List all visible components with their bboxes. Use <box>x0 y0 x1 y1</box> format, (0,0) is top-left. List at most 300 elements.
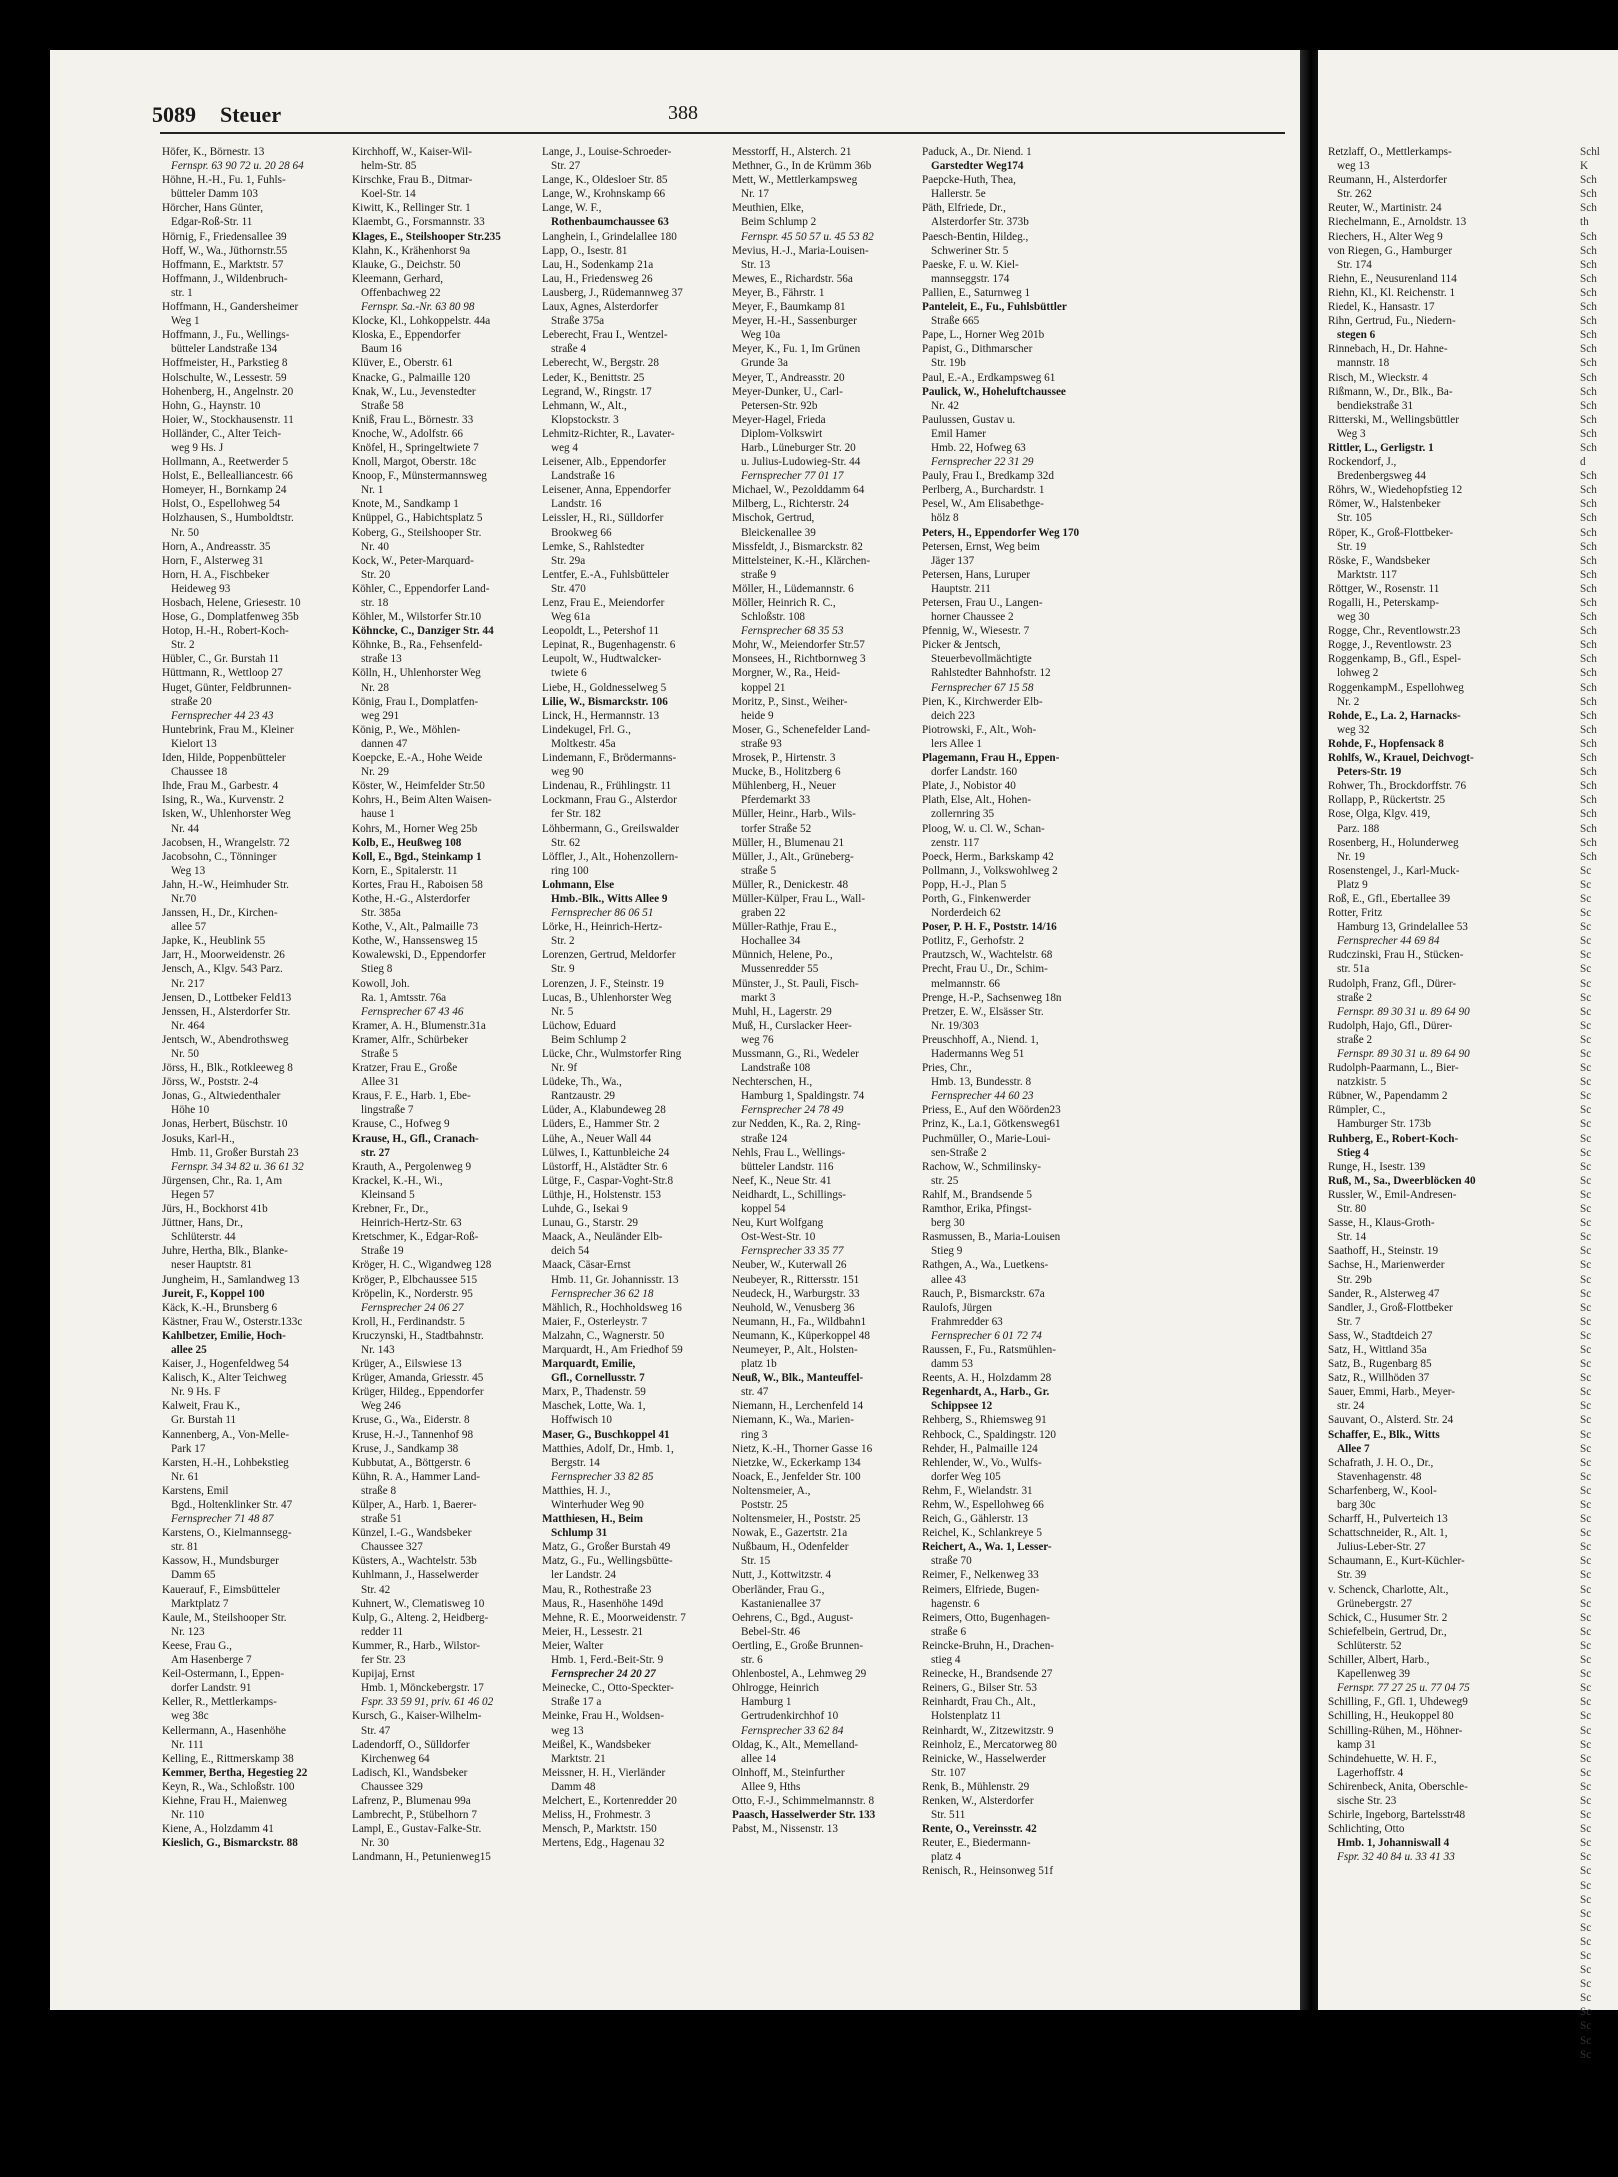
cut-entry: Schl <box>1580 146 1600 158</box>
directory-entry: Nietz, K.-H., Thorner Gasse 16 <box>732 1442 873 1455</box>
directory-entry: Rockendorf, J., <box>1328 456 1397 469</box>
directory-entry: Jungheim, H., Samlandweg 13 <box>162 1273 300 1286</box>
directory-entry: Meyer, F., Baumkamp 81 <box>732 301 846 314</box>
cut-entry: Sc <box>1580 1696 1592 1709</box>
directory-entry: Fernspr. 89 30 31 u. 89 64 90 <box>1337 1048 1470 1060</box>
directory-entry: Lentfer, E.-A., Fuhlsbütteler <box>542 568 669 581</box>
directory-entry: Nr. 1 <box>361 484 384 497</box>
directory-entry: weg 32 <box>1337 723 1370 736</box>
directory-entry: Nr. 9f <box>551 1062 578 1075</box>
directory-entry: Kohrs, H., Beim Alten Waisen- <box>352 794 492 807</box>
directory-entry: Edgar-Roß-Str. 11 <box>171 216 253 229</box>
directory-entry: Gr. Burstah 11 <box>171 1414 237 1427</box>
cut-entry: Sch <box>1580 301 1597 314</box>
directory-entry: Nr. 29 <box>361 766 389 779</box>
directory-entry: Weg 3 <box>1337 427 1366 440</box>
directory-entry: Fernspr. 77 27 25 u. 77 04 75 <box>1337 1682 1470 1695</box>
directory-entry: Paduck, A., Dr. Niend. 1 <box>922 146 1032 158</box>
directory-entry: Müller, R., Denickestr. 48 <box>732 878 849 891</box>
directory-entry: Karstens, Emil <box>162 1484 229 1497</box>
directory-entry: Rittler, L., Gerligstr. 1 <box>1328 441 1434 454</box>
cut-entry: Sc <box>1580 1527 1592 1540</box>
directory-entry: Rantzaustr. 29 <box>551 1090 616 1103</box>
directory-entry: Fernsprecher 44 23 43 <box>171 709 274 722</box>
directory-entry: Köhncke, C., Danziger Str. 44 <box>352 625 494 638</box>
directory-entry: Koll, E., Bgd., Steinkamp 1 <box>352 850 482 863</box>
directory-entry: Kursch, G., Kaiser-Wilhelm- <box>352 1710 482 1723</box>
directory-entry: Sander, R., Alsterweg 47 <box>1328 1287 1440 1300</box>
cut-entry: Sc <box>1580 1625 1592 1638</box>
directory-entry: straße 70 <box>931 1555 972 1568</box>
cut-entry: Sch <box>1580 399 1597 412</box>
directory-entry: Bgd., Holtenklinker Str. 47 <box>171 1499 293 1511</box>
directory-entry: Matthies, Adolf, Dr., Hmb. 1, <box>542 1442 674 1455</box>
directory-entry: Lüstorff, H., Alstädter Str. 6 <box>542 1160 668 1173</box>
cut-entry: Sc <box>1580 935 1592 948</box>
directory-entry: Fernsprecher 86 06 51 <box>551 907 654 920</box>
directory-entry: Knak, W., Lu., Jevenstedter <box>352 385 476 398</box>
directory-entry: straße 9 <box>741 568 777 581</box>
cut-entry: Sch <box>1580 653 1597 666</box>
directory-entry: zur Nedden, K., Ra. 2, Ring- <box>732 1118 861 1131</box>
directory-entry: Knoche, W., Adolfstr. 66 <box>352 427 463 440</box>
directory-entry: Hmb. 1, Mönckebergstr. 17 <box>361 1682 484 1695</box>
directory-entry: Paepcke-Huth, Thea, <box>922 174 1016 187</box>
directory-entry: Paulick, W., Hoheluftchaussee <box>922 385 1066 398</box>
directory-entry: Oberländer, Frau G., <box>732 1583 825 1596</box>
cut-entry: Sc <box>1580 1287 1592 1300</box>
directory-entry: Klüver, E., Oberstr. 61 <box>352 357 454 370</box>
directory-entry: Schaumann, E., Kurt-Küchler- <box>1328 1555 1465 1568</box>
directory-entry: Str. 19b <box>931 357 966 370</box>
directory-entry: Marktstr. 21 <box>551 1752 606 1765</box>
directory-entry: weg 291 <box>361 709 400 722</box>
directory-entry: Fernsprecher 44 60 23 <box>931 1090 1034 1103</box>
directory-entry: Hüttmann, R., Wettloop 27 <box>162 667 283 680</box>
directory-entry: platz 1b <box>741 1358 777 1371</box>
directory-entry: Lafrenz, P., Blumenau 99a <box>352 1794 471 1807</box>
cut-entry: Sc <box>1580 1231 1592 1244</box>
directory-entry: Runge, H., Isestr. 139 <box>1328 1160 1426 1173</box>
directory-entry: Schloßstr. 108 <box>741 611 806 624</box>
directory-entry: Reimer, F., Nelkenweg 33 <box>922 1569 1039 1582</box>
directory-entry: Jensch, A., Klgv. 543 Parz. <box>162 963 283 976</box>
directory-entry: fer Str. 23 <box>361 1654 406 1667</box>
directory-entry: Lockmann, Frau G., Alsterdor <box>542 794 677 807</box>
directory-entry: weg 76 <box>741 1033 774 1046</box>
directory-entry: Melchert, E., Kortenredder 20 <box>542 1794 677 1807</box>
cut-entry: Sc <box>1580 1921 1592 1934</box>
directory-entry: Offenbachweg 22 <box>361 286 441 299</box>
directory-entry: Frahmredder 63 <box>931 1315 1003 1328</box>
directory-entry: Möller, Heinrich R. C., <box>732 597 836 609</box>
directory-entry: Nr. 19/303 <box>931 1019 979 1032</box>
directory-entry: Maack, A., Neuländer Elb- <box>542 1231 663 1244</box>
directory-entry: Juhre, Hertha, Blk., Blanke- <box>162 1245 288 1258</box>
directory-entry: koppel 54 <box>741 1203 786 1216</box>
directory-entry: Pallien, E., Saturnweg 1 <box>922 286 1031 299</box>
directory-entry: stegen 6 <box>1337 329 1376 342</box>
directory-entry: Fernspr. 34 34 82 u. 36 61 32 <box>171 1160 304 1173</box>
cut-entry: Sch <box>1580 554 1597 567</box>
directory-entry: Kruse, H.-J., Tannenhof 98 <box>352 1428 474 1441</box>
directory-entry: Kröger, H. C., Wigandweg 128 <box>352 1259 492 1272</box>
directory-entry: fer Str. 182 <box>551 808 602 821</box>
directory-entry: Lemke, S., Rahlstedter <box>542 540 645 553</box>
directory-entry: Riehn, Kl., Kl. Reichenstr. 1 <box>1328 286 1456 299</box>
directory-entry: hagenstr. 6 <box>931 1597 980 1610</box>
directory-entry: Landstraße 108 <box>741 1062 811 1075</box>
directory-entry: Köster, W., Heimfelder Str.50 <box>352 780 485 793</box>
directory-entry: Keil-Ostermann, I., Eppen- <box>162 1668 285 1681</box>
cut-entry: Sc <box>1580 1005 1592 1018</box>
directory-entry: Hmb. 11, Gr. Johannisstr. 13 <box>551 1273 679 1286</box>
cut-entry: Sc <box>1580 1203 1592 1216</box>
directory-entry: twiete 6 <box>551 667 587 680</box>
cut-entry: Sch <box>1580 836 1597 849</box>
directory-entry: Str. 62 <box>551 836 581 849</box>
directory-entry: Hohn, G., Haynstr. 10 <box>162 399 261 412</box>
directory-entry: Stieg 8 <box>361 963 393 976</box>
directory-entry: Liebe, H., Goldnesselweg 5 <box>542 681 667 694</box>
directory-entry: weg 38c <box>171 1710 209 1723</box>
directory-entry: Popp, H.-J., Plan 5 <box>922 878 1007 891</box>
directory-entry: Ladendorff, O., Sülldorfer <box>352 1738 470 1751</box>
directory-entry: Rogge, Chr., Reventlowstr.23 <box>1328 625 1461 638</box>
directory-entry: Allee 31 <box>361 1076 400 1089</box>
cut-entry: Sch <box>1580 512 1597 525</box>
directory-entry: RoggenkampM., Espellohweg <box>1328 681 1464 694</box>
cut-entry: Sc <box>1580 1456 1592 1469</box>
directory-entry: allee 57 <box>171 921 207 934</box>
directory-entry: straße 2 <box>1337 1033 1373 1046</box>
directory-entry: Chaussee 327 <box>361 1541 423 1554</box>
directory-entry: sen-Straße 2 <box>931 1146 987 1159</box>
directory-entry: Meißel, K., Wandsbeker <box>542 1738 651 1751</box>
directory-entry: Risch, M., Wieckstr. 4 <box>1328 371 1428 384</box>
directory-entry: str. 25 <box>931 1174 959 1187</box>
directory-entry: Nr. 44 <box>171 822 199 835</box>
directory-entry: Nr. 40 <box>361 540 389 553</box>
directory-entry: Russler, W., Emil-Andresen- <box>1328 1188 1457 1201</box>
directory-entry: Kahlbetzer, Emilie, Hoch- <box>162 1329 286 1342</box>
directory-entry: Marktstr. 117 <box>1337 568 1397 581</box>
directory-entry: Bergstr. 14 <box>551 1456 600 1469</box>
directory-entry: Rohde, F., Hopfensack 8 <box>1328 737 1444 750</box>
directory-entry: Lüdeke, Th., Wa., <box>542 1076 622 1089</box>
directory-entry: Kowoll, Joh. <box>352 977 410 990</box>
directory-entry: Moser, G., Schenefelder Land- <box>732 723 871 736</box>
cut-entry: Sc <box>1580 1837 1592 1850</box>
directory-entry: Petersen, Ernst, Weg beim <box>922 540 1040 553</box>
cut-entry: Sc <box>1580 1188 1592 1201</box>
directory-entry: Str. 29a <box>551 554 586 567</box>
directory-entry: Rümpler, C., <box>1328 1104 1386 1117</box>
cut-entry: Sch <box>1580 498 1597 511</box>
directory-entry: str. 51a <box>1337 963 1370 976</box>
directory-entry: Münnich, Helene, Po., <box>732 949 833 962</box>
directory-entry: Schilling-Rühen, M., Höhner- <box>1328 1724 1463 1737</box>
directory-entry: Kapellenweg 39 <box>1337 1668 1411 1681</box>
directory-entry: Hauptstr. 211 <box>931 582 991 595</box>
cut-entry: Sch <box>1580 526 1597 539</box>
directory-entry: Müller, J., Alt., Grüneberg- <box>732 850 854 863</box>
directory-entry: Pauly, Frau I., Bredkamp 32d <box>922 470 1054 483</box>
directory-entry: Kruczynski, H., Stadtbahnstr. <box>352 1329 484 1342</box>
directory-entry: Schippsee 12 <box>931 1400 993 1413</box>
directory-entry: allee 14 <box>741 1752 777 1765</box>
directory-entry: Krackel, K.-H., Wi., <box>352 1174 443 1187</box>
directory-entry: Chaussee 329 <box>361 1780 423 1793</box>
directory-entry: Reiners, G., Bilser Str. 53 <box>922 1682 1037 1695</box>
directory-entry: Rehm, W., Espellohweg 66 <box>922 1499 1044 1511</box>
cut-entry: Sch <box>1580 244 1597 257</box>
directory-entry: dannen 47 <box>361 737 408 750</box>
directory-entry: Str. 105 <box>1337 512 1372 525</box>
directory-entry: Meier, Walter <box>542 1639 604 1652</box>
directory-entry: Holstenplatz 11 <box>931 1710 1002 1723</box>
column-2 <box>352 145 530 1995</box>
book-gutter <box>1300 50 1318 2010</box>
directory-entry: Jentsch, W., Abendrothsweg <box>162 1033 289 1046</box>
directory-entry: Garstedter Weg174 <box>931 160 1024 173</box>
cut-entry: Sc <box>1580 2034 1592 2047</box>
directory-entry: Kelling, E., Rittmerskamp 38 <box>162 1752 294 1765</box>
directory-entry: helm-Str. 85 <box>361 160 417 173</box>
directory-entry: Lorenzen, J. F., Steinstr. 19 <box>542 977 664 990</box>
directory-entry: Fernsprecher 33 35 77 <box>741 1245 844 1258</box>
directory-entry: Malzahn, C., Wagnerstr. 50 <box>542 1329 665 1342</box>
cut-entry: Sc <box>1580 1343 1592 1356</box>
cut-entry: Sc <box>1580 1174 1592 1187</box>
directory-entry: Reinhardt, W., Zitzewitzstr. 9 <box>922 1724 1054 1737</box>
directory-entry: Regenhardt, A., Harb., Gr. <box>922 1386 1050 1399</box>
directory-entry: Langhein, I., Grindelallee 180 <box>542 230 677 243</box>
directory-entry: Rahlf, M., Brandsende 5 <box>922 1188 1032 1201</box>
directory-entry: Lapp, O., Isestr. 81 <box>542 244 628 257</box>
directory-entry: Fernsprecher 67 15 58 <box>931 681 1034 694</box>
directory-entry: Nußbaum, H., Odenfelder <box>732 1541 849 1554</box>
directory-entry: weg 9 Hs. J <box>171 441 224 454</box>
cut-entry: Sc <box>1580 977 1592 990</box>
directory-entry: Weg 10a <box>741 329 781 342</box>
directory-entry: Satz, R., Willhöden 37 <box>1328 1372 1430 1385</box>
directory-entry: Lau, H., Friedensweg 26 <box>542 272 653 285</box>
directory-entry: Lorenzen, Gertrud, Meldorfer <box>542 949 676 962</box>
section-title: Steuer <box>220 102 282 127</box>
directory-entry: Rehder, H., Palmaille 124 <box>922 1442 1038 1455</box>
directory-entry: str. 6 <box>741 1654 763 1667</box>
directory-entry: Nr. 9 Hs. F <box>171 1386 221 1399</box>
cut-entry: Sc <box>1580 1978 1592 1991</box>
directory-entry: Noltensmeier, H., Poststr. 25 <box>732 1513 861 1526</box>
directory-entry: Mohr, W., Meiendorfer Str.57 <box>732 639 865 652</box>
directory-entry: Nr. 111 <box>171 1738 204 1751</box>
directory-entry: Prinz, K., La.1, Götkensweg61 <box>922 1118 1061 1131</box>
directory-entry: platz 4 <box>931 1851 962 1864</box>
directory-entry: Rosenberg, H., Holunderweg <box>1328 836 1459 849</box>
cut-entry: Sch <box>1580 441 1597 454</box>
cut-entry: Sc <box>1580 1823 1592 1836</box>
directory-entry: Koberg, G., Steilshooper Str. <box>352 526 482 539</box>
directory-entry: Röper, K., Groß-Flottbeker- <box>1328 526 1454 539</box>
directory-entry: Schilling, H., Heukoppel 80 <box>1328 1710 1454 1723</box>
directory-entry: Paesch-Bentin, Hildeg., <box>922 230 1029 243</box>
cut-entry: Sc <box>1580 1428 1592 1441</box>
directory-entry: Heideweg 93 <box>171 582 231 595</box>
directory-entry: Kirchenweg 64 <box>361 1752 430 1765</box>
cut-entry: Sc <box>1580 921 1592 934</box>
directory-entry: Rudolph, Hajo, Gfl., Dürer- <box>1328 1019 1453 1032</box>
directory-entry: Hoffmann, E., Marktstr. 57 <box>162 258 284 271</box>
entry-columns <box>162 145 1292 1995</box>
cut-entry: Sch <box>1580 329 1597 342</box>
directory-entry: Nr. 17 <box>741 188 769 201</box>
directory-entry: Kalisch, K., Alter Teichweg <box>162 1372 287 1385</box>
directory-entry: Meyer, K., Fu. 1, Im Grünen <box>732 343 861 356</box>
directory-entry: Rudolph, Franz, Gfl., Dürer- <box>1328 977 1457 990</box>
directory-entry: Sass, W., Stadtdeich 27 <box>1328 1329 1433 1342</box>
cut-entry: Sc <box>1580 1146 1592 1159</box>
directory-entry: Diplom-Volkswirt <box>741 427 823 440</box>
directory-entry: Hose, G., Domplatfenweg 35b <box>162 611 299 624</box>
directory-entry: Chaussee 18 <box>171 766 228 779</box>
directory-entry: Hörcher, Hans Günter, <box>162 202 263 215</box>
directory-entry: Potlitz, F., Gerhofstr. 2 <box>922 935 1024 948</box>
directory-entry: Lenz, Frau E., Meiendorfer <box>542 597 665 609</box>
directory-entry: Rohlfs, W., Krauel, Deichvogt- <box>1328 752 1474 765</box>
directory-entry: Nechterschen, H., <box>732 1076 813 1089</box>
directory-entry: Knüppel, G., Habichtsplatz 5 <box>352 512 483 525</box>
directory-entry: Matthiesen, H., Beim <box>542 1513 643 1526</box>
cut-entry: Sc <box>1580 1738 1592 1751</box>
directory-entry: mannstr. 18 <box>1337 357 1390 370</box>
directory-entry: Ruß, M., Sa., Dweerblöcken 40 <box>1328 1174 1476 1187</box>
directory-entry: Ramthor, Erika, Pfingst- <box>922 1203 1032 1216</box>
directory-entry: Perlberg, A., Burchardstr. 1 <box>922 484 1045 497</box>
directory-entry: Nr. 50 <box>171 526 199 539</box>
cut-entry: Sch <box>1580 737 1597 750</box>
cut-entry: Sch <box>1580 709 1597 722</box>
directory-entry: Lüchow, Eduard <box>542 1019 616 1032</box>
cut-entry: Sc <box>1580 1048 1592 1060</box>
directory-entry: Lehmann, W., Alt., <box>542 399 627 412</box>
directory-entry: Str. 174 <box>1337 258 1372 271</box>
directory-entry: Lambrecht, P., Stübelhorn 7 <box>352 1809 477 1822</box>
directory-entry: Grunde 3a <box>741 357 788 370</box>
directory-entry: Niemann, H., Lerchenfeld 14 <box>732 1400 864 1413</box>
directory-entry: Kratzer, Frau E., Große <box>352 1062 458 1075</box>
cut-entry: Sch <box>1580 752 1597 765</box>
directory-entry: Kauerauf, F., Eimsbütteler <box>162 1583 281 1596</box>
directory-entry: straße 5 <box>741 864 777 877</box>
cut-entry: Sc <box>1580 1118 1592 1131</box>
cut-entry: Sc <box>1580 1907 1592 1920</box>
directory-entry: straße 13 <box>361 653 402 666</box>
cut-entry: Sc <box>1580 892 1592 905</box>
directory-entry: Kock, W., Peter-Marquard- <box>352 554 474 567</box>
directory-entry: Holst, O., Espellohweg 54 <box>162 498 281 511</box>
directory-entry: Precht, Frau U., Dr., Schim- <box>922 963 1048 976</box>
directory-entry: Rehberg, S., Rhiemsweg 91 <box>922 1414 1047 1427</box>
cut-entry: th <box>1580 216 1589 229</box>
directory-entry: Kuhnert, W., Clematisweg 10 <box>352 1597 485 1610</box>
directory-entry: Rißmann, W., Dr., Blk., Ba- <box>1328 385 1453 398</box>
directory-entry: Lüder, A., Klabundeweg 28 <box>542 1104 666 1117</box>
cut-entry: Sc <box>1580 1329 1592 1342</box>
directory-entry: Str. 47 <box>361 1724 391 1737</box>
directory-entry: Huntebrink, Frau M., Kleiner <box>162 723 294 736</box>
directory-entry: Meinecke, C., Otto-Speckter- <box>542 1682 674 1695</box>
directory-entry: Kiene, A., Holzdamm 41 <box>162 1823 274 1836</box>
directory-entry: Knoop, F., Münstermannsweg <box>352 470 487 483</box>
directory-entry: Petersen, Hans, Luruper <box>922 568 1031 581</box>
directory-entry: Park 17 <box>171 1442 206 1455</box>
directory-entry: Schindehuette, W. H. F., <box>1328 1752 1437 1765</box>
directory-entry: Leder, K., Benittstr. 25 <box>542 371 645 384</box>
directory-entry: Külper, A., Harb. 1, Baerer- <box>352 1499 477 1511</box>
directory-entry: Lagerhoffstr. 4 <box>1337 1766 1404 1779</box>
directory-entry: Str. 7 <box>1337 1315 1361 1328</box>
directory-entry: Krause, C., Hofweg 9 <box>352 1118 450 1131</box>
directory-entry: Nr. 30 <box>361 1837 389 1850</box>
directory-entry: Rehlender, W., Vo., Wulfs- <box>922 1456 1042 1469</box>
directory-entry: Nehls, Frau L., Wellings- <box>732 1146 846 1159</box>
directory-entry: Kieslich, G., Bismarckstr. 88 <box>162 1837 298 1850</box>
cut-entry: Sc <box>1580 1865 1592 1878</box>
directory-entry: Maus, R., Hasenhöhe 149d <box>542 1597 664 1610</box>
directory-entry: Roggenkamp, B., Gfl., Espel- <box>1328 653 1461 666</box>
directory-entry: Lütge, F., Caspar-Voght-Str.8 <box>542 1174 674 1187</box>
directory-entry: Scharff, H., Pulverteich 13 <box>1328 1513 1448 1526</box>
directory-entry: Homeyer, H., Bornkamp 24 <box>162 484 287 497</box>
directory-entry: Pape, L., Horner Weg 201b <box>922 329 1045 342</box>
directory-entry: Mischok, Gertrud, <box>732 512 815 525</box>
directory-entry: Schirle, Ingeborg, Bartelsstr48 <box>1328 1809 1466 1822</box>
directory-entry: Raulofs, Jürgen <box>922 1301 993 1314</box>
directory-entry: Jüttner, Hans, Dr., <box>162 1217 243 1230</box>
directory-entry: Kaule, M., Steilshooper Str. <box>162 1611 287 1624</box>
directory-entry: Kulp, G., Alteng. 2, Heidberg- <box>352 1611 489 1624</box>
cut-entry: Sc <box>1580 963 1592 976</box>
cut-entry: K <box>1580 160 1589 173</box>
directory-entry: Straße 58 <box>361 399 404 412</box>
directory-entry: Keller, R., Mettlerkamps- <box>162 1696 277 1709</box>
directory-entry: Nowak, E., Gazertstr. 21a <box>732 1527 848 1540</box>
cut-entry: Sch <box>1580 568 1597 581</box>
directory-entry: Str. 262 <box>1337 188 1372 201</box>
directory-entry: Kästner, Frau W., Osterstr.133c <box>162 1315 303 1328</box>
directory-entry: Keyn, R., Wa., Schloßstr. 100 <box>162 1780 295 1793</box>
directory-entry: Fernsprecher 24 20 27 <box>551 1668 656 1681</box>
directory-entry: Sandler, J., Groß-Flottbeker <box>1328 1301 1453 1314</box>
directory-entry: Satz, H., Wittland 35a <box>1328 1343 1427 1356</box>
directory-entry: Monsees, H., Richtbornweg 3 <box>732 653 866 666</box>
directory-entry: Hamburg 1 <box>741 1696 792 1709</box>
directory-entry: Priess, E., Auf den Wöörden23 <box>922 1104 1061 1117</box>
directory-entry: Hmb. 1, Ferd.-Beit-Str. 9 <box>551 1654 664 1667</box>
directory-entry: Pretzer, E. W., Elsässer Str. <box>922 1005 1044 1018</box>
directory-entry: Fernspr. 89 30 31 u. 89 64 90 <box>1337 1005 1470 1018</box>
directory-entry: heide 9 <box>741 709 774 722</box>
directory-entry: Janssen, H., Dr., Kirchen- <box>162 907 278 920</box>
directory-entry: Leisener, Anna, Eppendorfer <box>542 484 671 497</box>
directory-entry: Schafrath, J. H. O., Dr., <box>1328 1456 1434 1469</box>
directory-entry: Mehne, R. E., Moorweidenstr. 7 <box>542 1611 686 1624</box>
directory-entry: Lange, K., Oldesloer Str. 85 <box>542 174 668 187</box>
cut-entry: Sc <box>1580 1964 1592 1977</box>
cut-entry: Sc <box>1580 1076 1592 1089</box>
